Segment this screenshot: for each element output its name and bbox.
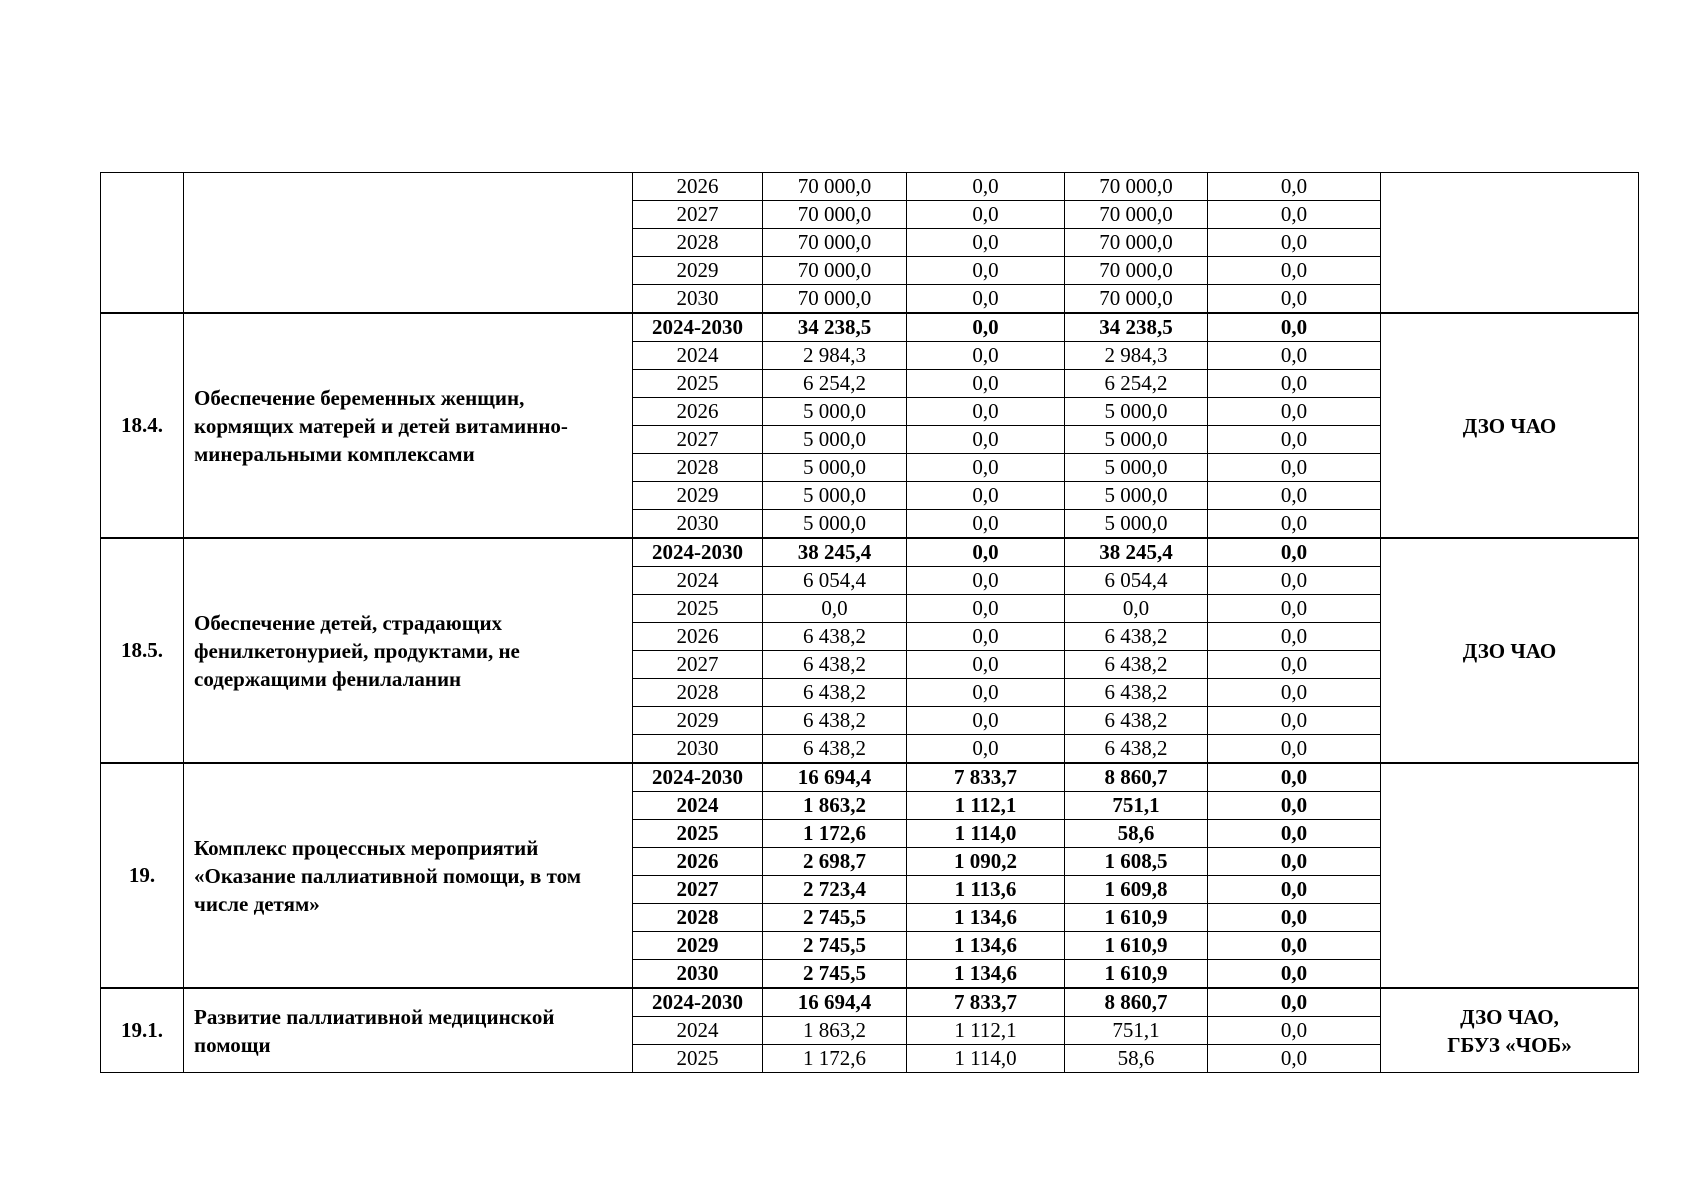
funding-cell-2: 0,0 — [907, 567, 1065, 595]
total-cell: 1 172,6 — [763, 1045, 907, 1073]
item-number: 19.1. — [101, 988, 184, 1073]
funding-cell-3: 8 860,7 — [1065, 763, 1208, 792]
funding-cell-4: 0,0 — [1208, 848, 1381, 876]
total-cell: 5 000,0 — [763, 426, 907, 454]
period-cell: 2029 — [633, 482, 763, 510]
funding-cell-2: 0,0 — [907, 313, 1065, 342]
funding-cell-4: 0,0 — [1208, 735, 1381, 764]
funding-cell-2: 0,0 — [907, 651, 1065, 679]
period-cell: 2027 — [633, 426, 763, 454]
period-cell: 2024 — [633, 792, 763, 820]
period-cell: 2028 — [633, 454, 763, 482]
table-row — [101, 538, 1639, 567]
total-cell: 16 694,4 — [763, 988, 907, 1017]
funding-cell-3: 70 000,0 — [1065, 201, 1208, 229]
funding-cell-4: 0,0 — [1208, 201, 1381, 229]
funding-cell-2: 0,0 — [907, 173, 1065, 201]
funding-cell-2: 1 134,6 — [907, 960, 1065, 989]
funding-cell-3: 70 000,0 — [1065, 173, 1208, 201]
total-cell: 2 723,4 — [763, 876, 907, 904]
total-cell: 1 172,6 — [763, 820, 907, 848]
funding-cell-4: 0,0 — [1208, 482, 1381, 510]
period-cell: 2025 — [633, 820, 763, 848]
funding-cell-3: 70 000,0 — [1065, 285, 1208, 314]
total-cell: 5 000,0 — [763, 398, 907, 426]
funding-cell-3: 5 000,0 — [1065, 510, 1208, 539]
period-cell: 2025 — [633, 595, 763, 623]
funding-cell-3: 38 245,4 — [1065, 538, 1208, 567]
funding-cell-2: 0,0 — [907, 426, 1065, 454]
item-title — [184, 173, 633, 314]
funding-cell-3: 751,1 — [1065, 792, 1208, 820]
funding-cell-2: 7 833,7 — [907, 988, 1065, 1017]
funding-cell-3: 2 984,3 — [1065, 342, 1208, 370]
total-cell: 6 438,2 — [763, 651, 907, 679]
funding-cell-4: 0,0 — [1208, 510, 1381, 539]
funding-cell-2: 1 134,6 — [907, 904, 1065, 932]
period-cell: 2030 — [633, 510, 763, 539]
funding-cell-4: 0,0 — [1208, 1017, 1381, 1045]
funding-cell-2: 0,0 — [907, 201, 1065, 229]
total-cell: 5 000,0 — [763, 510, 907, 539]
funding-cell-2: 1 090,2 — [907, 848, 1065, 876]
funding-cell-3: 1 610,9 — [1065, 960, 1208, 989]
funding-cell-2: 0,0 — [907, 342, 1065, 370]
funding-cell-2: 0,0 — [907, 398, 1065, 426]
total-cell: 0,0 — [763, 595, 907, 623]
funding-cell-3: 5 000,0 — [1065, 426, 1208, 454]
funding-cell-3: 58,6 — [1065, 1045, 1208, 1073]
period-cell: 2026 — [633, 623, 763, 651]
funding-cell-3: 70 000,0 — [1065, 229, 1208, 257]
total-cell: 2 745,5 — [763, 904, 907, 932]
funding-cell-4: 0,0 — [1208, 257, 1381, 285]
funding-cell-4: 0,0 — [1208, 398, 1381, 426]
table-body — [101, 173, 1639, 1073]
period-cell: 2028 — [633, 229, 763, 257]
total-cell: 6 438,2 — [763, 679, 907, 707]
period-cell: 2030 — [633, 285, 763, 314]
period-cell: 2030 — [633, 735, 763, 764]
total-cell: 1 863,2 — [763, 1017, 907, 1045]
period-cell: 2024-2030 — [633, 763, 763, 792]
funding-cell-2: 0,0 — [907, 370, 1065, 398]
responsible-executor: ДЗО ЧАО — [1381, 538, 1639, 763]
funding-cell-2: 0,0 — [907, 679, 1065, 707]
funding-cell-4: 0,0 — [1208, 313, 1381, 342]
funding-cell-4: 0,0 — [1208, 538, 1381, 567]
funding-cell-4: 0,0 — [1208, 595, 1381, 623]
funding-cell-3: 751,1 — [1065, 1017, 1208, 1045]
period-cell: 2025 — [633, 1045, 763, 1073]
funding-cell-3: 5 000,0 — [1065, 482, 1208, 510]
funding-cell-4: 0,0 — [1208, 1045, 1381, 1073]
funding-cell-3: 6 054,4 — [1065, 567, 1208, 595]
period-cell: 2026 — [633, 398, 763, 426]
total-cell: 38 245,4 — [763, 538, 907, 567]
funding-cell-4: 0,0 — [1208, 792, 1381, 820]
funding-cell-2: 1 114,0 — [907, 1045, 1065, 1073]
period-cell: 2027 — [633, 201, 763, 229]
funding-cell-3: 5 000,0 — [1065, 454, 1208, 482]
total-cell: 34 238,5 — [763, 313, 907, 342]
funding-cell-4: 0,0 — [1208, 173, 1381, 201]
item-number: 18.4. — [101, 313, 184, 538]
funding-cell-3: 70 000,0 — [1065, 257, 1208, 285]
period-cell: 2030 — [633, 960, 763, 989]
table-row — [101, 988, 1639, 1017]
funding-cell-4: 0,0 — [1208, 342, 1381, 370]
total-cell: 2 745,5 — [763, 960, 907, 989]
funding-cell-2: 1 113,6 — [907, 876, 1065, 904]
total-cell: 16 694,4 — [763, 763, 907, 792]
funding-cell-4: 0,0 — [1208, 904, 1381, 932]
total-cell: 2 698,7 — [763, 848, 907, 876]
funding-cell-4: 0,0 — [1208, 651, 1381, 679]
funding-cell-3: 1 608,5 — [1065, 848, 1208, 876]
funding-cell-2: 0,0 — [907, 735, 1065, 764]
funding-cell-4: 0,0 — [1208, 876, 1381, 904]
funding-cell-3: 34 238,5 — [1065, 313, 1208, 342]
period-cell: 2027 — [633, 876, 763, 904]
funding-cell-4: 0,0 — [1208, 820, 1381, 848]
budget-table — [100, 172, 1639, 1073]
funding-cell-3: 6 254,2 — [1065, 370, 1208, 398]
total-cell: 6 438,2 — [763, 623, 907, 651]
funding-cell-4: 0,0 — [1208, 707, 1381, 735]
total-cell: 5 000,0 — [763, 454, 907, 482]
period-cell: 2024-2030 — [633, 538, 763, 567]
funding-cell-2: 7 833,7 — [907, 763, 1065, 792]
funding-cell-3: 58,6 — [1065, 820, 1208, 848]
funding-cell-4: 0,0 — [1208, 370, 1381, 398]
responsible-executor — [1381, 173, 1639, 314]
funding-cell-2: 0,0 — [907, 510, 1065, 539]
item-title: Обеспечение беременных женщин, кормящих матерей и детей витаминно-минеральными комплексами — [184, 313, 633, 538]
total-cell: 70 000,0 — [763, 257, 907, 285]
funding-cell-3: 1 609,8 — [1065, 876, 1208, 904]
period-cell: 2024 — [633, 567, 763, 595]
funding-cell-3: 6 438,2 — [1065, 651, 1208, 679]
total-cell: 6 254,2 — [763, 370, 907, 398]
funding-cell-3: 6 438,2 — [1065, 707, 1208, 735]
funding-cell-4: 0,0 — [1208, 426, 1381, 454]
total-cell: 2 745,5 — [763, 932, 907, 960]
funding-cell-2: 1 112,1 — [907, 1017, 1065, 1045]
table-row — [101, 173, 1639, 201]
item-number: 19. — [101, 763, 184, 988]
funding-cell-3: 6 438,2 — [1065, 735, 1208, 764]
period-cell: 2024-2030 — [633, 313, 763, 342]
funding-cell-4: 0,0 — [1208, 932, 1381, 960]
period-cell: 2027 — [633, 651, 763, 679]
table-row — [101, 763, 1639, 792]
funding-cell-2: 0,0 — [907, 623, 1065, 651]
period-cell: 2026 — [633, 848, 763, 876]
total-cell: 2 984,3 — [763, 342, 907, 370]
total-cell: 70 000,0 — [763, 285, 907, 314]
total-cell: 5 000,0 — [763, 482, 907, 510]
funding-cell-2: 1 134,6 — [907, 932, 1065, 960]
funding-cell-4: 0,0 — [1208, 988, 1381, 1017]
item-title: Обеспечение детей, страдающих фенилкетонурией, продуктами, не содержащими фенилаланин — [184, 538, 633, 763]
funding-cell-2: 0,0 — [907, 707, 1065, 735]
funding-cell-3: 6 438,2 — [1065, 623, 1208, 651]
funding-cell-4: 0,0 — [1208, 960, 1381, 989]
table-row — [101, 313, 1639, 342]
funding-cell-2: 0,0 — [907, 538, 1065, 567]
period-cell: 2024 — [633, 342, 763, 370]
funding-cell-3: 8 860,7 — [1065, 988, 1208, 1017]
period-cell: 2024 — [633, 1017, 763, 1045]
funding-cell-2: 0,0 — [907, 257, 1065, 285]
funding-cell-4: 0,0 — [1208, 229, 1381, 257]
funding-cell-3: 5 000,0 — [1065, 398, 1208, 426]
funding-cell-4: 0,0 — [1208, 763, 1381, 792]
total-cell: 6 054,4 — [763, 567, 907, 595]
total-cell: 70 000,0 — [763, 173, 907, 201]
period-cell: 2025 — [633, 370, 763, 398]
funding-cell-2: 0,0 — [907, 285, 1065, 314]
funding-cell-2: 0,0 — [907, 482, 1065, 510]
funding-cell-2: 0,0 — [907, 454, 1065, 482]
period-cell: 2029 — [633, 257, 763, 285]
funding-cell-2: 0,0 — [907, 229, 1065, 257]
total-cell: 6 438,2 — [763, 735, 907, 764]
total-cell: 70 000,0 — [763, 229, 907, 257]
period-cell: 2028 — [633, 679, 763, 707]
funding-cell-4: 0,0 — [1208, 567, 1381, 595]
funding-cell-4: 0,0 — [1208, 679, 1381, 707]
period-cell: 2029 — [633, 932, 763, 960]
funding-cell-2: 1 112,1 — [907, 792, 1065, 820]
funding-cell-2: 1 114,0 — [907, 820, 1065, 848]
responsible-executor — [1381, 763, 1639, 988]
funding-cell-3: 0,0 — [1065, 595, 1208, 623]
funding-cell-4: 0,0 — [1208, 454, 1381, 482]
funding-cell-4: 0,0 — [1208, 285, 1381, 314]
funding-cell-3: 6 438,2 — [1065, 679, 1208, 707]
responsible-executor: ДЗО ЧАО, ГБУЗ «ЧОБ» — [1381, 988, 1639, 1073]
period-cell: 2026 — [633, 173, 763, 201]
item-title: Комплекс процессных мероприятий «Оказание паллиативной помощи, в том числе детям» — [184, 763, 633, 988]
period-cell: 2024-2030 — [633, 988, 763, 1017]
item-number: 18.5. — [101, 538, 184, 763]
funding-cell-2: 0,0 — [907, 595, 1065, 623]
item-title: Развитие паллиативной медицинской помощи — [184, 988, 633, 1073]
funding-cell-3: 1 610,9 — [1065, 904, 1208, 932]
responsible-executor: ДЗО ЧАО — [1381, 313, 1639, 538]
funding-cell-4: 0,0 — [1208, 623, 1381, 651]
period-cell: 2029 — [633, 707, 763, 735]
total-cell: 6 438,2 — [763, 707, 907, 735]
period-cell: 2028 — [633, 904, 763, 932]
item-number — [101, 173, 184, 314]
total-cell: 70 000,0 — [763, 201, 907, 229]
funding-cell-3: 1 610,9 — [1065, 932, 1208, 960]
total-cell: 1 863,2 — [763, 792, 907, 820]
